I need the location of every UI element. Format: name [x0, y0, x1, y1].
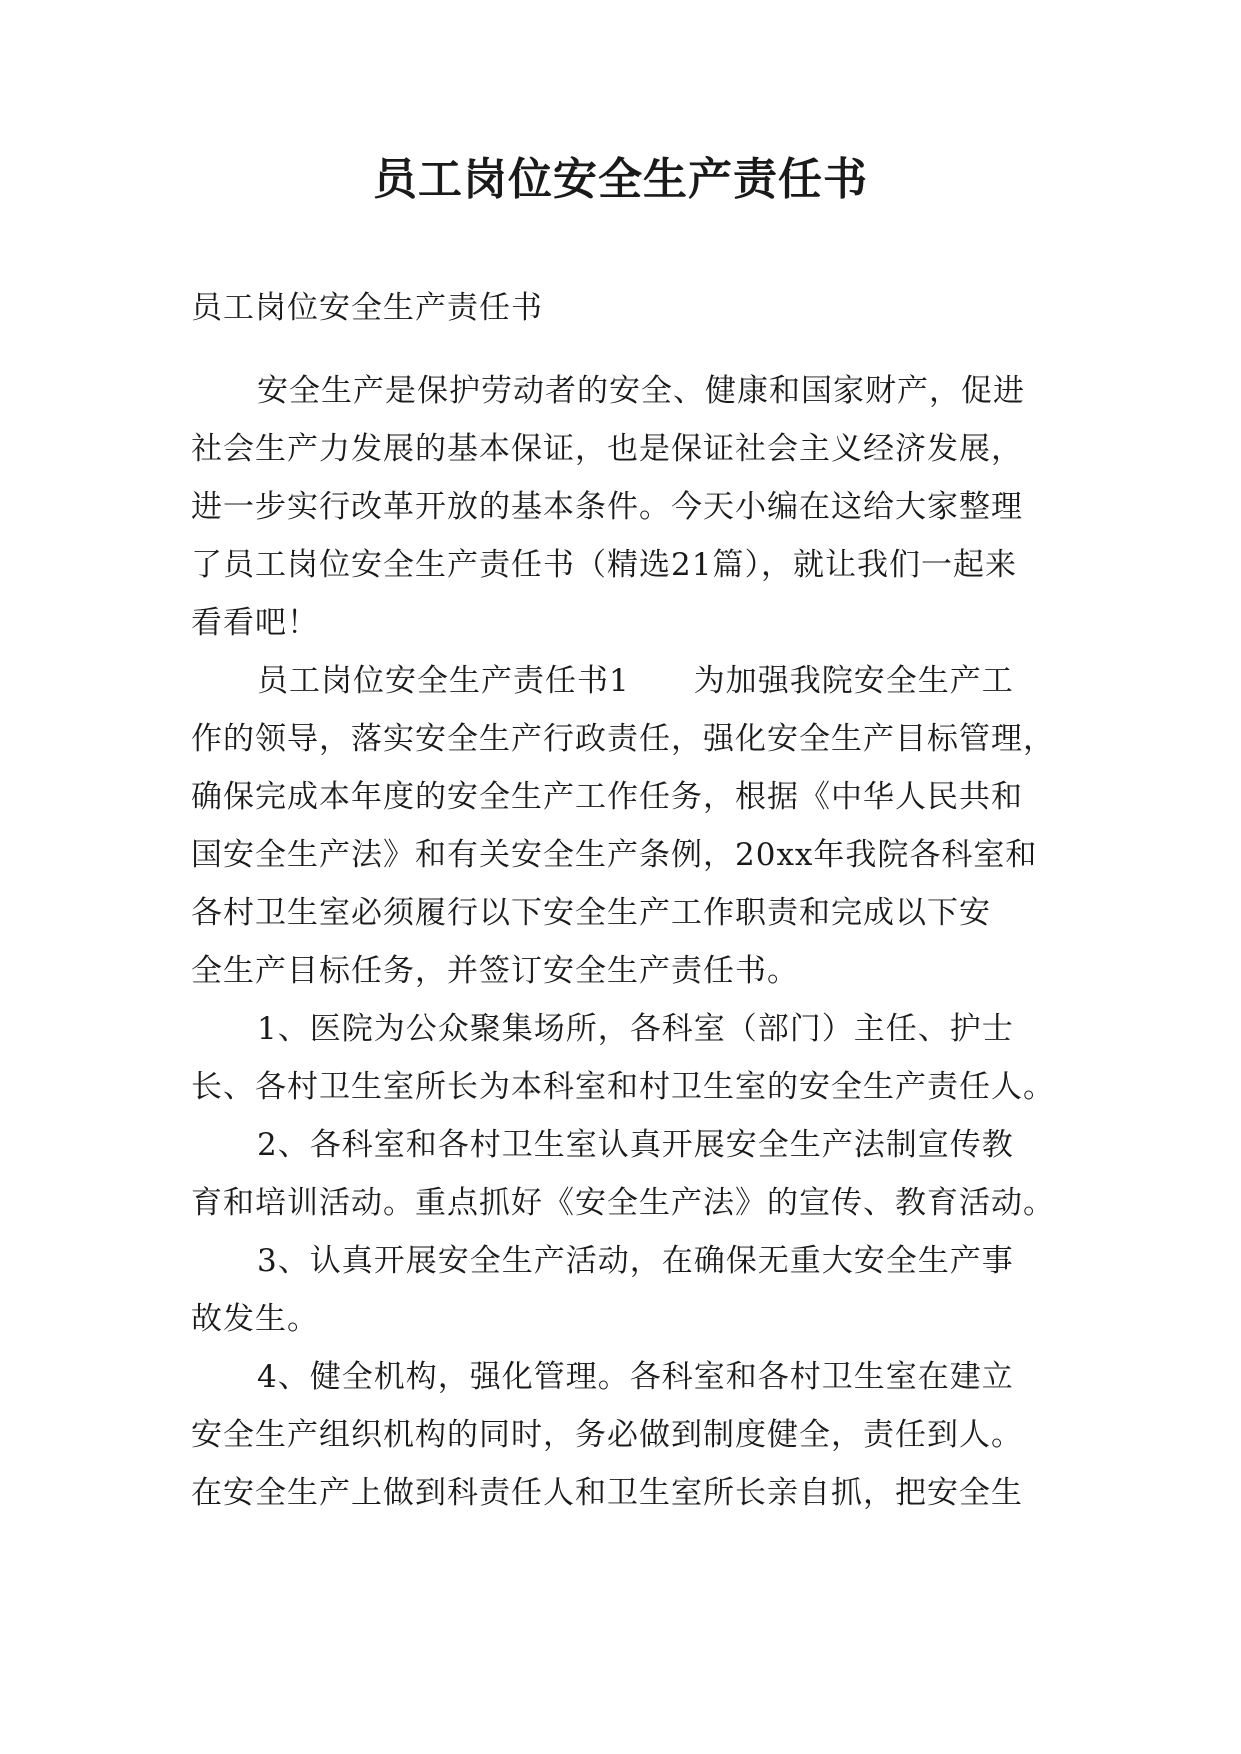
paragraph-line: 社会生产力发展的基本保证，也是保证社会主义经济发展， — [191, 431, 1023, 467]
paragraph-line: 3、认真开展安全生产活动，在确保无重大安全生产事 — [257, 1243, 1014, 1279]
paragraph-section-1 — [191, 652, 1055, 1000]
paragraph-line: 安全生产是保护劳动者的安全、健康和国家财产，促进 — [257, 373, 1025, 409]
paragraph-line: 看看吧！ — [191, 605, 319, 641]
paragraph-line: 作的领导，落实安全生产行政责任，强化安全生产目标管理， — [191, 721, 1055, 757]
paragraph-item-1 — [191, 1000, 1055, 1116]
paragraph-intro — [191, 362, 1051, 652]
paragraph-line: 育和培训活动。重点抓好《安全生产法》的宣传、教育活动。 — [191, 1185, 1055, 1221]
paragraph-line: 4、健全机构，强化管理。各科室和各村卫生室在建立 — [257, 1359, 1014, 1395]
paragraph-line: 全生产目标任务，并签订安全生产责任书。 — [191, 953, 799, 989]
paragraph-line: 进一步实行改革开放的基本条件。今天小编在这给大家整理 — [191, 489, 1023, 525]
paragraph-line: 2、各科室和各村卫生室认真开展安全生产法制宣传教 — [257, 1127, 1014, 1163]
paragraph-line: 员工岗位安全生产责任书1 为加强我院安全生产工 — [257, 663, 1014, 699]
document-subtitle: 员工岗位安全生产责任书 — [191, 290, 543, 326]
document-body — [191, 362, 1055, 1522]
paragraph-line: 在安全生产上做到科责任人和卫生室所长亲自抓，把安全生 — [191, 1475, 1023, 1511]
paragraph-item-2 — [191, 1116, 1055, 1232]
paragraph-line: 了员工岗位安全生产责任书（精选21篇），就让我们一起来 — [191, 547, 1017, 583]
paragraph-item-3 — [191, 1232, 1051, 1348]
paragraph-line: 国安全生产法》和有关安全生产条例，20xx年我院各科室和 — [191, 837, 1038, 873]
paragraph-line: 各村卫生室必须履行以下安全生产工作职责和完成以下安 — [191, 895, 991, 931]
paragraph-line: 安全生产组织机构的同时，务必做到制度健全，责任到人。 — [191, 1417, 1023, 1453]
paragraph-line: 长、各村卫生室所长为本科室和村卫生室的安全生产责任人。 — [191, 1069, 1055, 1105]
paragraph-item-4 — [191, 1348, 1051, 1522]
paragraph-line: 1、医院为公众聚集场所，各科室（部门）主任、护士 — [257, 1011, 1014, 1047]
document-title: 员工岗位安全生产责任书 — [373, 154, 868, 205]
paragraph-line: 确保完成本年度的安全生产工作任务，根据《中华人民共和 — [191, 779, 1023, 815]
paragraph-line: 故发生。 — [191, 1301, 319, 1337]
